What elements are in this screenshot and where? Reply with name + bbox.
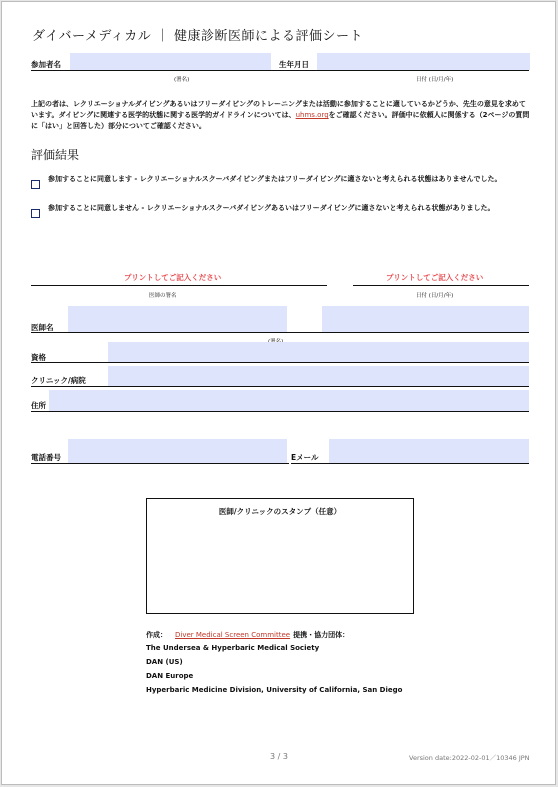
agree-option-label: 参加することに同意します - レクリエーショナルスクーバダイビングまたはフリーダイビングに適さないと考えられる状態はありませんでした。 (48, 175, 502, 183)
created-by-label: 作成： (146, 631, 167, 639)
participant-name-field[interactable] (70, 53, 271, 70)
email-label: Eメール (291, 453, 319, 462)
clinic-underline (31, 386, 529, 387)
phone-underline (31, 463, 289, 464)
intro-text: 上記の者は、レクリエーショナルダイビングあるいはフリーダイビングのトレーニングまたは活動に参加することに適しているかどうか、先生の意見を求めています。ダイビングに関連する医学的状態に関する医学的ガイドラインについては、 (31, 100, 526, 119)
dob-label: 生年月日 (279, 60, 309, 69)
phone-label: 電話番号 (31, 453, 61, 462)
org-dan-us: DAN (US) (146, 658, 183, 666)
phone-field[interactable] (68, 439, 287, 463)
page-number: 3 / 3 (270, 752, 288, 761)
stamp-label: 医師/クリニックのスタンプ（任意） (218, 507, 342, 516)
participant-name-label: 参加者名 (31, 60, 61, 69)
clinic-label: クリニック/病院 (31, 376, 86, 385)
physician-date-caption: 日付 (日/月/年) (416, 293, 454, 299)
print-hint-right: プリントしてご記入ください (386, 273, 484, 282)
participant-date-caption: 日付 (日/月/年) (416, 77, 454, 83)
version-date: Version date:2022-02-01／10346 JPN (409, 754, 530, 762)
address-underline (31, 411, 529, 412)
disagree-checkbox[interactable] (31, 209, 40, 218)
signature-line (31, 285, 327, 286)
print-hint-left: プリントしてご記入ください (124, 273, 222, 282)
qualification-label: 資格 (31, 353, 46, 362)
physician-name-field[interactable] (68, 306, 287, 332)
email-underline (291, 463, 529, 464)
physician-signature-caption: 医師の署名 (149, 293, 177, 299)
clinic-field[interactable] (108, 366, 529, 386)
email-field[interactable] (329, 439, 529, 463)
date-line (353, 285, 529, 286)
partners-label: 提携・協力団体： (293, 631, 350, 639)
intro-paragraph (31, 99, 530, 132)
dob-field[interactable] (317, 53, 530, 70)
qualification-underline (31, 362, 529, 363)
uhms-link[interactable]: uhms.org (295, 111, 329, 119)
committee-link[interactable]: Diver Medical Screen Committee (175, 631, 291, 639)
address-label: 住所 (31, 401, 46, 410)
form-page (1, 1, 556, 785)
physician-name-field-right[interactable] (322, 306, 529, 332)
physician-name-underline (31, 332, 529, 333)
participant-underline (31, 70, 529, 71)
org-uhms: The Undersea & Hyperbaric Medical Society (146, 644, 320, 652)
address-field[interactable] (49, 390, 529, 411)
org-ucsd: Hyperbaric Medicine Division, University of California, San Diego (146, 686, 403, 694)
org-dan-europe: DAN Europe (146, 672, 194, 680)
physician-name-label: 医師名 (31, 323, 54, 332)
participant-signature-caption: (署名) (174, 77, 190, 83)
qualification-field[interactable] (108, 342, 529, 362)
agree-checkbox[interactable] (31, 180, 40, 189)
credits-line (146, 630, 349, 640)
results-heading: 評価結果 (31, 148, 80, 162)
stamp-box (146, 498, 414, 614)
intro-text-after: をご確認ください。評価中に依頼人に関係する（2ページの質問に「はい」と回答した）部分についてご確認ください。 (31, 111, 530, 130)
page-title: ダイバーメディカル ｜ 健康診断医師による評価シート (32, 29, 364, 44)
disagree-option-label: 参加することに同意しません - レクリエーショナルスクーバダイビングあるいはフリーダイビングに適さないと考えられる状態がありました。 (48, 204, 495, 212)
